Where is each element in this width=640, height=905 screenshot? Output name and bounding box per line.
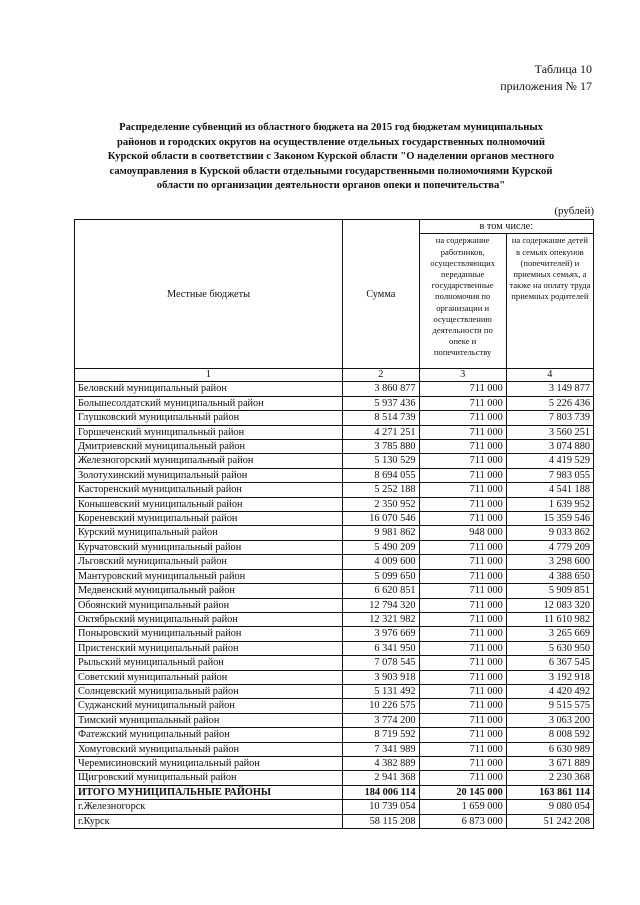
cell-sum: 4 009 600 bbox=[342, 555, 419, 569]
cell-staff: 711 000 bbox=[419, 670, 506, 684]
cell-children: 5 226 436 bbox=[506, 396, 593, 410]
cell-name: Курчатовский муниципальный район bbox=[75, 540, 343, 554]
cell-sum: 3 976 669 bbox=[342, 627, 419, 641]
cell-staff: 711 000 bbox=[419, 540, 506, 554]
cell-sum: 9 981 862 bbox=[342, 526, 419, 540]
cell-children: 5 909 851 bbox=[506, 584, 593, 598]
cell-sum: 10 226 575 bbox=[342, 699, 419, 713]
table-row bbox=[75, 584, 594, 598]
cell-sum: 10 739 054 bbox=[342, 800, 419, 814]
cell-name: Горшеченский муниципальный район bbox=[75, 425, 343, 439]
cell-children: 5 630 950 bbox=[506, 641, 593, 655]
cell-staff: 6 873 000 bbox=[419, 814, 506, 828]
cell-name: Обоянский муниципальный район bbox=[75, 598, 343, 612]
cell-staff: 711 000 bbox=[419, 699, 506, 713]
table-row bbox=[75, 713, 594, 727]
cell-name: Фатежский муниципальный район bbox=[75, 728, 343, 742]
cell-name: Октябрьский муниципальный район bbox=[75, 612, 343, 626]
cell-sum: 58 115 208 bbox=[342, 814, 419, 828]
cell-children: 4 420 492 bbox=[506, 684, 593, 698]
cell-name: Беловский муниципальный район bbox=[75, 382, 343, 396]
cell-staff: 948 000 bbox=[419, 526, 506, 540]
cell-children: 15 359 546 bbox=[506, 512, 593, 526]
cell-staff: 711 000 bbox=[419, 555, 506, 569]
header-including: в том числе: bbox=[419, 220, 593, 234]
cell-children: 9 515 575 bbox=[506, 699, 593, 713]
cell-name: Тимский муниципальный район bbox=[75, 713, 343, 727]
cell-sum: 3 785 880 bbox=[342, 440, 419, 454]
cell-sum: 7 341 989 bbox=[342, 742, 419, 756]
table-row bbox=[75, 454, 594, 468]
cell-name: Поныровский муниципальный район bbox=[75, 627, 343, 641]
cell-children: 9 033 862 bbox=[506, 526, 593, 540]
cell-name: Суджанский муниципальный район bbox=[75, 699, 343, 713]
table-body bbox=[75, 382, 594, 829]
cell-staff: 711 000 bbox=[419, 411, 506, 425]
table-row bbox=[75, 569, 594, 583]
table-row bbox=[75, 497, 594, 511]
cell-name: Рыльский муниципальный район bbox=[75, 656, 343, 670]
total-row bbox=[75, 785, 594, 799]
header-children-costs: на содержание детей в семьях опекунов (попечителей) и приемных семьях, а также на оплату труда приемных родителей bbox=[506, 234, 593, 369]
cell-staff: 711 000 bbox=[419, 454, 506, 468]
cell-sum: 4 382 889 bbox=[342, 756, 419, 770]
cell-children: 7 983 055 bbox=[506, 468, 593, 482]
cell-staff: 711 000 bbox=[419, 627, 506, 641]
cell-children: 6 630 989 bbox=[506, 742, 593, 756]
cell-name: Большесолдатский муниципальный район bbox=[75, 396, 343, 410]
cell-name: Железногорский муниципальный район bbox=[75, 454, 343, 468]
table-row bbox=[75, 612, 594, 626]
cell-name: Дмитриевский муниципальный район bbox=[75, 440, 343, 454]
title-line: Распределение субвенций из областного бюджета на 2015 год бюджетам муниципальных bbox=[119, 122, 543, 133]
header-local-budgets: Местные бюджеты bbox=[75, 220, 343, 369]
table-row bbox=[75, 396, 594, 410]
cell-staff: 711 000 bbox=[419, 641, 506, 655]
table-row bbox=[75, 440, 594, 454]
document-title bbox=[70, 121, 592, 194]
cell-staff: 711 000 bbox=[419, 756, 506, 770]
cell-children: 12 083 320 bbox=[506, 598, 593, 612]
cell-name: Щигровский муниципальный район bbox=[75, 771, 343, 785]
cell-sum: 3 860 877 bbox=[342, 382, 419, 396]
table-row bbox=[75, 555, 594, 569]
cell-children: 1 639 952 bbox=[506, 497, 593, 511]
cell-sum: 4 271 251 bbox=[342, 425, 419, 439]
cell-name: Льговский муниципальный район bbox=[75, 555, 343, 569]
cell-children: 7 803 739 bbox=[506, 411, 593, 425]
table-row bbox=[75, 512, 594, 526]
cell-children: 11 610 982 bbox=[506, 612, 593, 626]
cell-name: Мантуровский муниципальный район bbox=[75, 569, 343, 583]
table-row bbox=[75, 670, 594, 684]
header-sum: Сумма bbox=[342, 220, 419, 369]
cell-sum: 7 078 545 bbox=[342, 656, 419, 670]
cell-staff: 711 000 bbox=[419, 396, 506, 410]
cell-sum: 6 620 851 bbox=[342, 584, 419, 598]
column-number: 4 bbox=[506, 369, 593, 382]
table-row bbox=[75, 656, 594, 670]
cell-name: ИТОГО МУНИЦИПАЛЬНЫЕ РАЙОНЫ bbox=[75, 785, 343, 799]
cell-name: Советский муниципальный район bbox=[75, 670, 343, 684]
cell-children: 3 192 918 bbox=[506, 670, 593, 684]
cell-sum: 8 514 739 bbox=[342, 411, 419, 425]
cell-name: Медвенский муниципальный район bbox=[75, 584, 343, 598]
cell-sum: 3 774 200 bbox=[342, 713, 419, 727]
cell-name: Хомутовский муниципальный район bbox=[75, 742, 343, 756]
cell-staff: 20 145 000 bbox=[419, 785, 506, 799]
cell-name: Пристенский муниципальный район bbox=[75, 641, 343, 655]
table-row bbox=[75, 728, 594, 742]
cell-sum: 8 694 055 bbox=[342, 468, 419, 482]
table-row bbox=[75, 684, 594, 698]
cell-staff: 711 000 bbox=[419, 612, 506, 626]
cell-name: Солнцевский муниципальный район bbox=[75, 684, 343, 698]
cell-staff: 711 000 bbox=[419, 497, 506, 511]
table-row bbox=[75, 425, 594, 439]
units-label: (рублей) bbox=[554, 205, 594, 217]
cell-children: 4 779 209 bbox=[506, 540, 593, 554]
table-row bbox=[75, 526, 594, 540]
cell-children: 4 388 650 bbox=[506, 569, 593, 583]
cell-name: Касторенский муниципальный район bbox=[75, 483, 343, 497]
table-row bbox=[75, 699, 594, 713]
cell-staff: 711 000 bbox=[419, 656, 506, 670]
table-row bbox=[75, 540, 594, 554]
cell-sum: 184 006 114 bbox=[342, 785, 419, 799]
table-row bbox=[75, 411, 594, 425]
cell-name: г.Железногорск bbox=[75, 800, 343, 814]
table-row bbox=[75, 483, 594, 497]
cell-name: Конышевский муниципальный район bbox=[75, 497, 343, 511]
cell-children: 3 074 880 bbox=[506, 440, 593, 454]
cell-sum: 5 131 492 bbox=[342, 684, 419, 698]
cell-children: 163 861 114 bbox=[506, 785, 593, 799]
title-line: области по организации деятельности органов опеки и попечительства" bbox=[156, 180, 506, 192]
cell-sum: 5 130 529 bbox=[342, 454, 419, 468]
cell-staff: 711 000 bbox=[419, 382, 506, 396]
cell-sum: 12 321 982 bbox=[342, 612, 419, 626]
cell-sum: 6 341 950 bbox=[342, 641, 419, 655]
cell-sum: 8 719 592 bbox=[342, 728, 419, 742]
cell-staff: 1 659 000 bbox=[419, 800, 506, 814]
cell-children: 6 367 545 bbox=[506, 656, 593, 670]
cell-children: 2 230 368 bbox=[506, 771, 593, 785]
column-number: 1 bbox=[75, 369, 343, 382]
cell-children: 9 080 054 bbox=[506, 800, 593, 814]
table-row bbox=[75, 627, 594, 641]
cell-sum: 12 794 320 bbox=[342, 598, 419, 612]
cell-children: 3 298 600 bbox=[506, 555, 593, 569]
table-row bbox=[75, 598, 594, 612]
cell-staff: 711 000 bbox=[419, 771, 506, 785]
title-line: районов и городских округов на осуществление отдельных государственных полномочий bbox=[116, 136, 546, 148]
cell-name: Глушковский муниципальный район bbox=[75, 411, 343, 425]
cell-staff: 711 000 bbox=[419, 598, 506, 612]
cell-children: 8 008 592 bbox=[506, 728, 593, 742]
cell-staff: 711 000 bbox=[419, 569, 506, 583]
cell-sum: 3 903 918 bbox=[342, 670, 419, 684]
cell-staff: 711 000 bbox=[419, 584, 506, 598]
cell-name: Черемисиновский муниципальный район bbox=[75, 756, 343, 770]
cell-children: 3 063 200 bbox=[506, 713, 593, 727]
cell-staff: 711 000 bbox=[419, 468, 506, 482]
cell-sum: 2 941 368 bbox=[342, 771, 419, 785]
cell-staff: 711 000 bbox=[419, 483, 506, 497]
subventions-table bbox=[74, 219, 594, 829]
cell-name: Золотухинский муниципальный район bbox=[75, 468, 343, 482]
cell-sum: 2 350 952 bbox=[342, 497, 419, 511]
cell-children: 51 242 208 bbox=[506, 814, 593, 828]
city-row bbox=[75, 800, 594, 814]
column-number: 3 bbox=[419, 369, 506, 382]
column-number-row bbox=[75, 369, 594, 382]
table-row bbox=[75, 468, 594, 482]
cell-children: 3 149 877 bbox=[506, 382, 593, 396]
header-staff-costs: на содержание работников, осуществляющих переданные государственные полномочия по организации и осуществлению деятельности по опеке и попечительству bbox=[419, 234, 506, 369]
table-row bbox=[75, 756, 594, 770]
cell-name: Кореневский муниципальный район bbox=[75, 512, 343, 526]
cell-children: 3 560 251 bbox=[506, 425, 593, 439]
cell-children: 3 671 889 bbox=[506, 756, 593, 770]
cell-staff: 711 000 bbox=[419, 713, 506, 727]
cell-staff: 711 000 bbox=[419, 742, 506, 756]
cell-staff: 711 000 bbox=[419, 684, 506, 698]
cell-sum: 5 099 650 bbox=[342, 569, 419, 583]
cell-children: 3 265 669 bbox=[506, 627, 593, 641]
cell-staff: 711 000 bbox=[419, 728, 506, 742]
column-number: 2 bbox=[342, 369, 419, 382]
title-line: Курской области в соответствии с Законом Курской области "О наделении органов местного bbox=[107, 151, 555, 163]
table-number-caption: Таблица 10 bbox=[534, 62, 592, 76]
cell-sum: 5 937 436 bbox=[342, 396, 419, 410]
cell-name: г.Курск bbox=[75, 814, 343, 828]
cell-sum: 16 070 546 bbox=[342, 512, 419, 526]
cell-staff: 711 000 bbox=[419, 425, 506, 439]
cell-sum: 5 252 188 bbox=[342, 483, 419, 497]
table-row bbox=[75, 641, 594, 655]
city-row bbox=[75, 814, 594, 828]
cell-staff: 711 000 bbox=[419, 440, 506, 454]
cell-sum: 5 490 209 bbox=[342, 540, 419, 554]
cell-staff: 711 000 bbox=[419, 512, 506, 526]
table-row bbox=[75, 771, 594, 785]
cell-children: 4 419 529 bbox=[506, 454, 593, 468]
appendix-caption: приложения № 17 bbox=[500, 79, 592, 93]
table-row bbox=[75, 382, 594, 396]
cell-name: Курский муниципальный район bbox=[75, 526, 343, 540]
cell-children: 4 541 188 bbox=[506, 483, 593, 497]
table-row bbox=[75, 742, 594, 756]
title-line: самоуправления в Курской области отдельными государственными полномочиями Курской bbox=[109, 165, 553, 177]
